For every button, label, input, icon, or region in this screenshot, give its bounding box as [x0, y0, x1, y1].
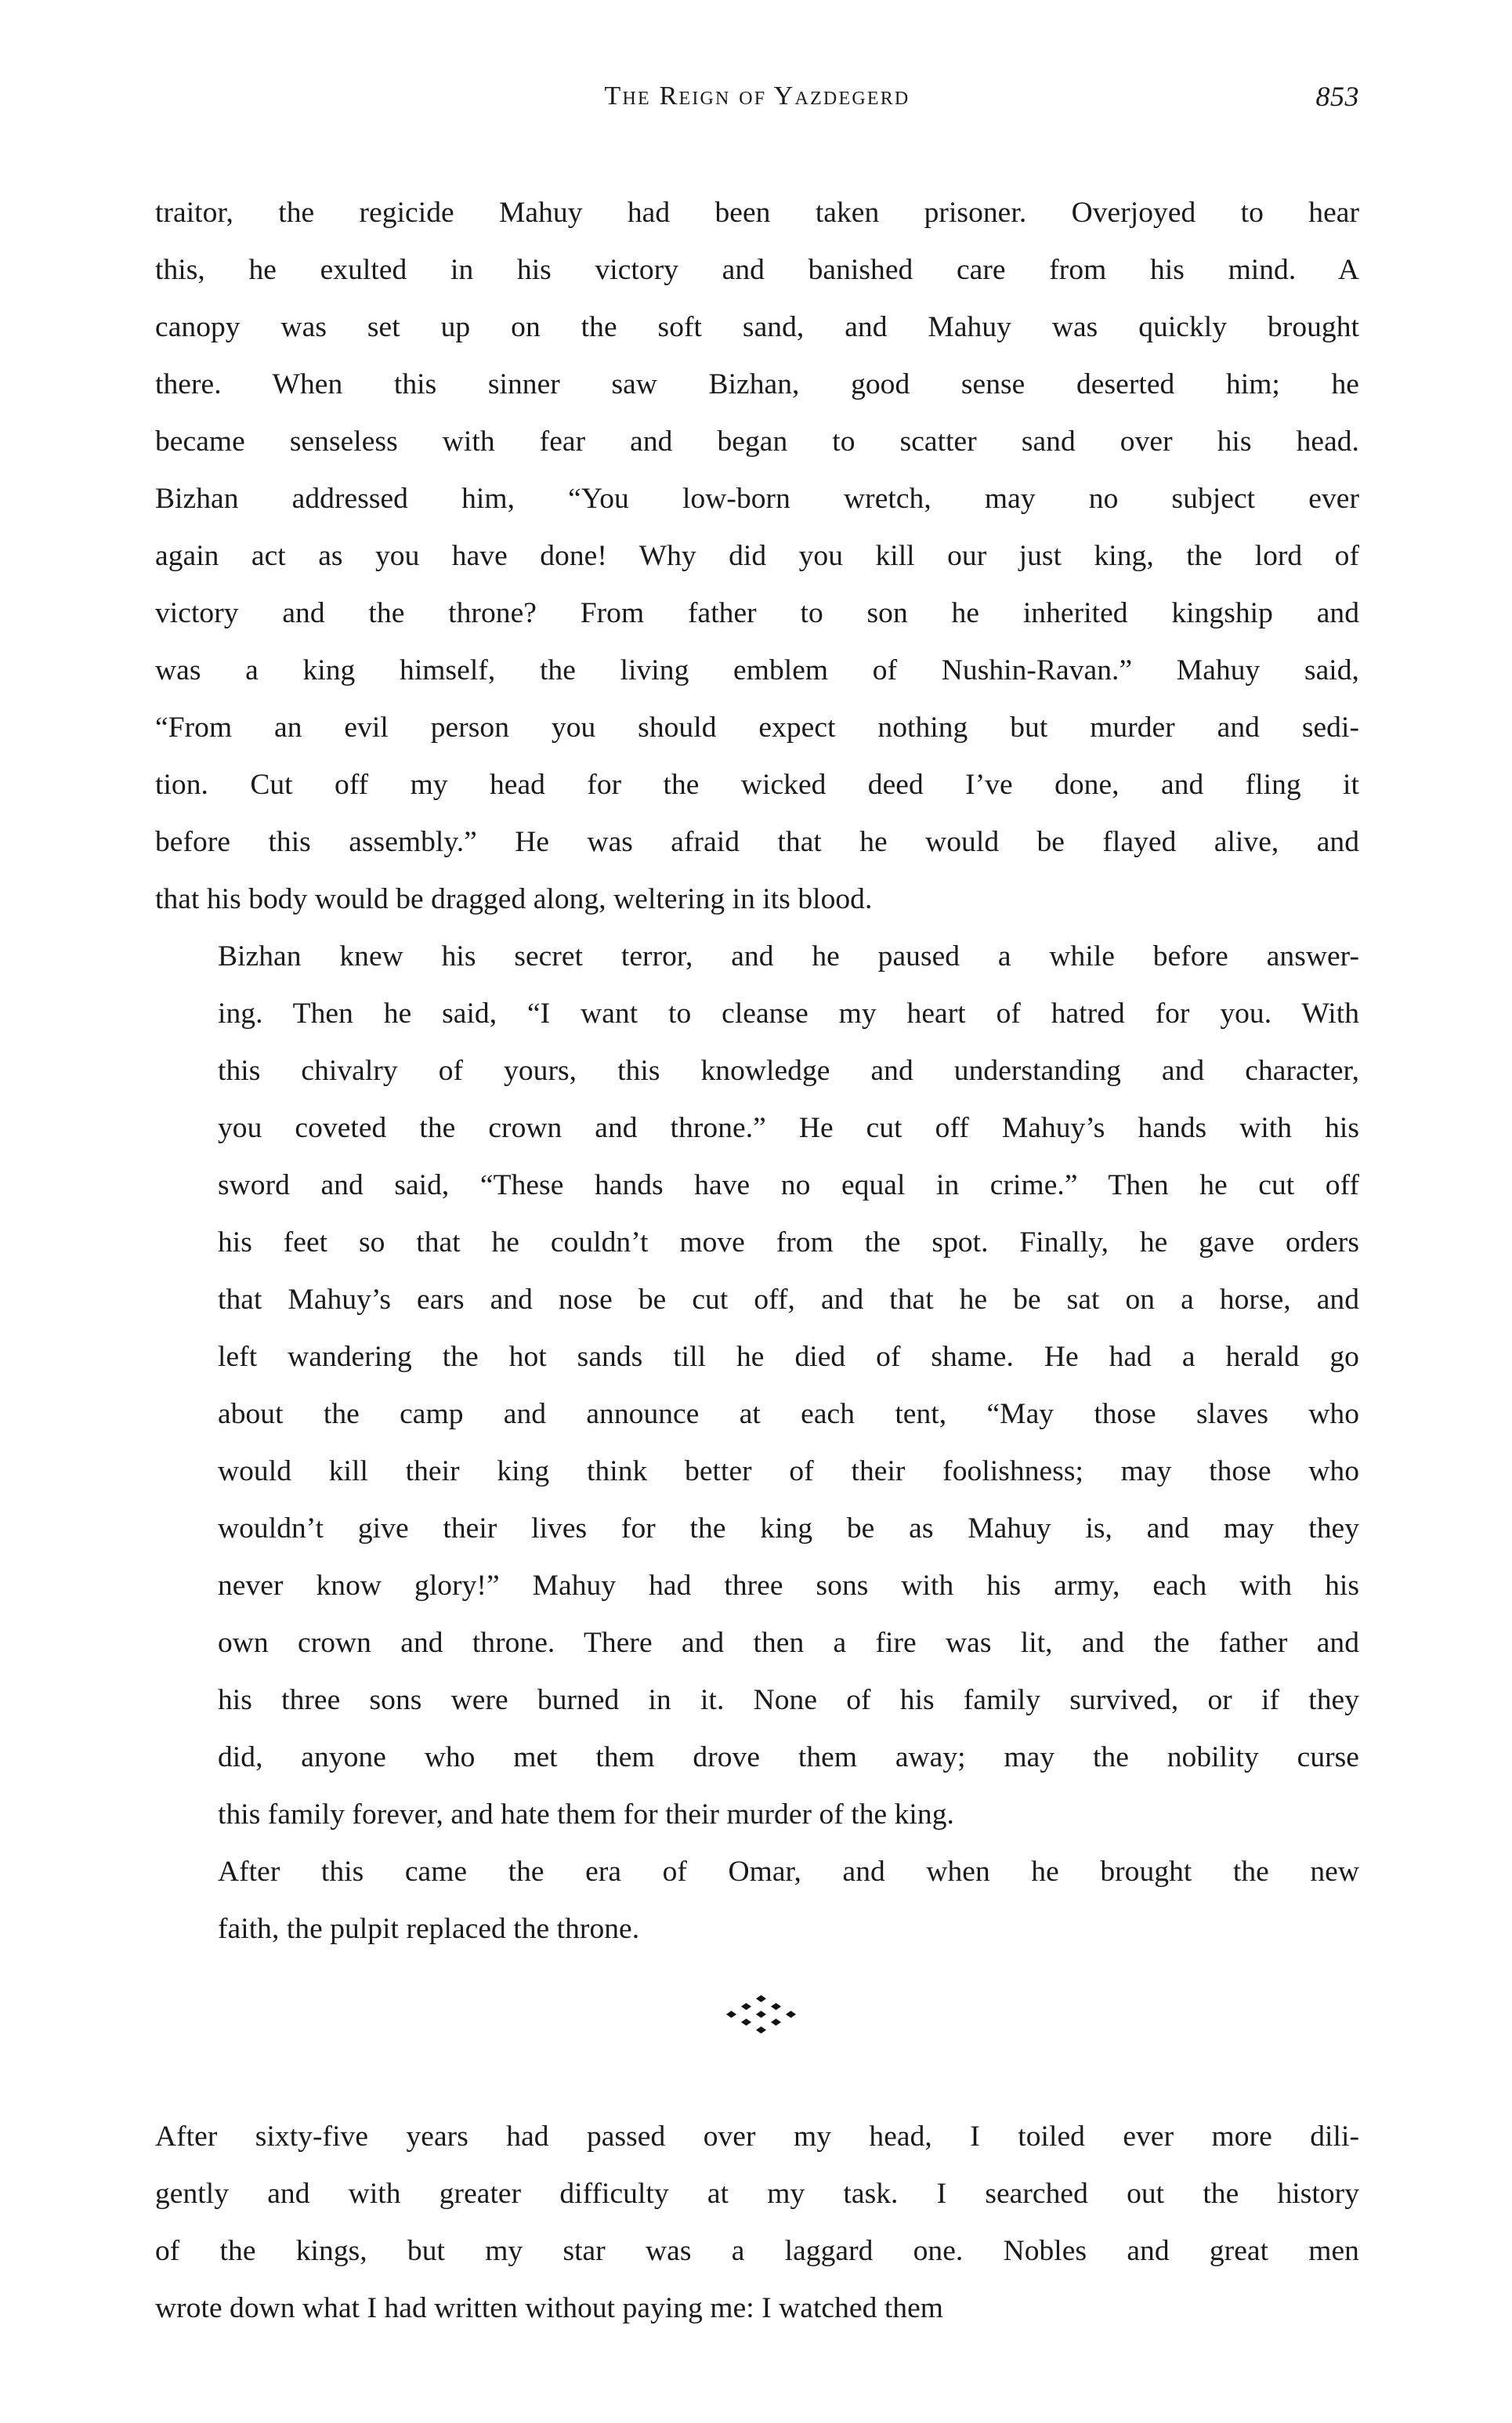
paragraph-3 [155, 1843, 1359, 1958]
text-line: again act as you have done! Why did you kill our just king, the lord of [155, 540, 1359, 572]
ornament-diamond [726, 2011, 736, 2018]
text-line: gently and with greater difficulty at my task. I searched out the history [155, 2178, 1359, 2210]
text-line: Bizhan knew his secret terror, and he paused a while before answer- [218, 940, 1359, 972]
ornament-diamond [771, 2003, 781, 2010]
ornament-diamond [741, 2003, 751, 2010]
text-line: before this assembly.” He was afraid that he would be flayed alive, and [155, 826, 1359, 858]
text-line: wouldn’t give their lives for the king be as Mahuy is, and may they [218, 1512, 1359, 1545]
text-line: “From an evil person you should expect nothing but murder and sedi- [155, 712, 1359, 744]
ornament-diamond [741, 2019, 751, 2026]
text-line: this family forever, and hate them for their murder of the king. [218, 1798, 954, 1831]
text-line: left wandering the hot sands till he died of shame. He had a herald go [218, 1341, 1359, 1373]
paragraph-1 [155, 184, 1359, 928]
diamond-lozenge-icon [722, 1994, 790, 2034]
text-line: would kill their king think better of their foolishness; may those who [218, 1455, 1359, 1487]
paragraph-2 [155, 928, 1359, 1843]
text-line: that Mahuy’s ears and nose be cut off, and that he be sat on a horse, and [218, 1284, 1359, 1316]
text-line: After sixty-five years had passed over my head, I toiled ever more dili- [155, 2121, 1359, 2153]
text-line: of the kings, but my star was a laggard one. Nobles and great men [155, 2235, 1359, 2267]
text-line: never know glory!” Mahuy had three sons with his army, each with his [218, 1570, 1359, 1602]
text-line: his three sons were burned in it. None of his family survived, or if they [218, 1684, 1359, 1716]
text-line: tion. Cut off my head for the wicked deed I’ve done, and fling it [155, 769, 1359, 801]
section-ornament [0, 1990, 1512, 2037]
text-line: Bizhan addressed him, “You low-born wretch, may no subject ever [155, 483, 1359, 515]
text-line: this chivalry of yours, this knowledge and understanding and character, [218, 1055, 1359, 1087]
text-line: his feet so that he couldn’t move from the spot. Finally, he gave orders [218, 1226, 1359, 1259]
text-line: canopy was set up on the soft sand, and Mahuy was quickly brought [155, 311, 1359, 343]
text-line: became senseless with fear and began to scatter sand over his head. [155, 426, 1359, 458]
ornament-diamond [756, 2026, 766, 2034]
main-text-block [155, 184, 1359, 1958]
text-line: victory and the throne? From father to son he inherited kingship and [155, 597, 1359, 629]
text-line: wrote down what I had written without paying me: I watched them [155, 2292, 944, 2324]
text-line: there. When this sinner saw Bizhan, good sense deserted him; he [155, 368, 1359, 400]
text-line: did, anyone who met them drove them away; may the nobility curse [218, 1741, 1359, 1773]
text-line: you coveted the crown and throne.” He cut off Mahuy’s hands with his [218, 1112, 1359, 1144]
ornament-diamond [756, 1995, 766, 2002]
text-line: about the camp and announce at each tent, “May those slaves who [218, 1398, 1359, 1430]
text-line: faith, the pulpit replaced the throne. [218, 1913, 640, 1945]
text-line: After this came the era of Omar, and when he brought the new [218, 1856, 1359, 1888]
paragraph-4 [155, 2108, 1359, 2337]
text-line: that his body would be dragged along, weltering in its blood. [155, 883, 873, 915]
text-line: was a king himself, the living emblem of Nushin-Ravan.” Mahuy said, [155, 654, 1359, 686]
ornament-diamond [786, 2011, 796, 2018]
text-line: own crown and throne. There and then a fire was lit, and the father and [218, 1627, 1359, 1659]
text-line: this, he exulted in his victory and banished care from his mind. A [155, 254, 1359, 286]
running-head-title: The Reign of Yazdegerd [604, 81, 910, 110]
text-line: traitor, the regicide Mahuy had been taken prisoner. Overjoyed to hear [155, 197, 1359, 229]
ornament-diamond [771, 2019, 781, 2026]
page-number: 853 [1315, 81, 1359, 112]
text-line: sword and said, “These hands have no equal in crime.” Then he cut off [218, 1169, 1359, 1201]
ornament-diamond [756, 2011, 766, 2018]
post-ornament-text-block [155, 2108, 1359, 2337]
running-head [155, 78, 1359, 125]
text-line: ing. Then he said, “I want to cleanse my heart of hatred for you. With [218, 998, 1359, 1030]
